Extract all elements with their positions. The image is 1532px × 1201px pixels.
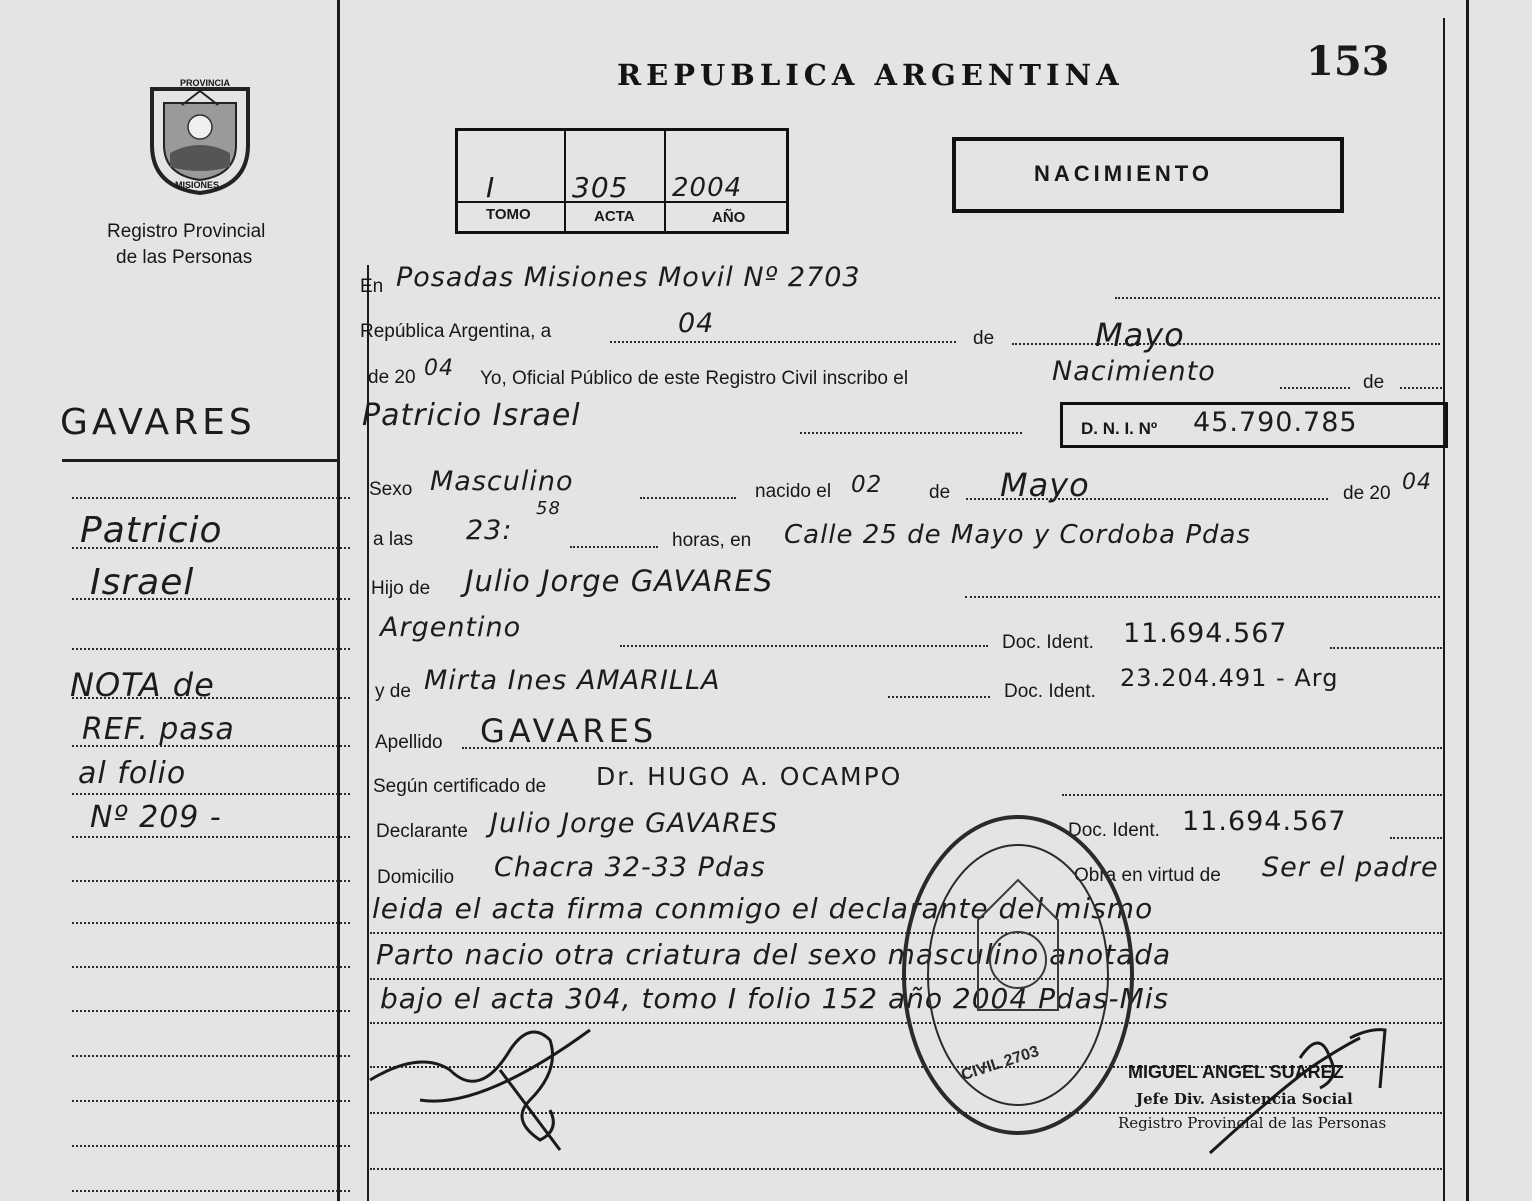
official-organization: Registro Provincial de las Personas [1118,1114,1387,1132]
margin-surname: GAVARES [60,402,256,443]
republica-label: República Argentina, a [360,321,552,342]
margin-line [72,1100,350,1102]
y-de-label: y de [375,681,411,702]
dni-box [1060,402,1448,448]
apellido-label: Apellido [375,732,443,753]
de-label-2: de [1363,372,1385,393]
margin-line [72,922,350,924]
hour-line [570,546,658,548]
margin-line [72,648,350,650]
nacido-label: nacido el [755,481,832,502]
declarante-doc-label: Doc. Ident. [1068,820,1160,841]
page-number: 153 [1306,38,1390,85]
margin-line [72,598,350,600]
ano-label: AÑO [712,209,746,226]
tomo-value: I [486,171,496,204]
sexo-label: Sexo [369,479,413,500]
dni-value: 45.790.785 [1193,407,1358,438]
document-type-label: NACIMIENTO [1034,161,1213,186]
registration-statement: Yo, Oficial Público de este Registro Civil inscribo el [480,368,909,389]
mother-line [888,696,990,698]
birth-year-suffix-value: 04 [1402,470,1432,495]
birth-de-label: de [929,482,951,503]
margin-line [72,745,350,747]
place-value: Posadas Misiones Movil Nº 2703 [396,262,861,293]
declarante-label: Declarante [376,821,468,842]
birth-place-value: Calle 25 de Mayo y Cordoba Pdas [784,520,1252,550]
father-line [965,596,1440,598]
act-kind-value: Nacimiento [1052,356,1216,387]
a-las-label: a las [373,529,414,550]
declarant-signature [360,1010,620,1160]
official-name: MIGUEL ANGEL SUAREZ [1128,1062,1344,1082]
month-value: Mayo [1095,316,1185,354]
place-line [1115,297,1440,299]
obra-label: Obra en virtud de [1074,865,1221,886]
mother-doc-value: 23.204.491 - Arg [1120,664,1339,692]
seal-top-text: PROVINCIA [180,78,231,88]
father-nationality-line [620,645,988,647]
horas-label: horas, en [672,530,752,551]
domicilio-label: Domicilio [377,867,455,888]
province-seal-logo [142,75,258,197]
tomo-label: TOMO [486,206,531,223]
declarante-doc-value: 11.694.567 [1182,806,1347,837]
en-label: En [360,276,384,297]
father-doc-label: Doc. Ident. [1002,632,1094,653]
margin-note-line4: Nº 209 - [90,800,222,835]
stamp-inner-text: CIVIL 2703 [959,1042,1042,1085]
margin-line [72,1055,350,1057]
child-name-line [800,432,1022,434]
mother-value: Mirta Ines AMARILLA [424,665,721,696]
margin-line [72,1145,350,1147]
declarante-value: Julio Jorge GAVARES [490,808,779,839]
father-value: Julio Jorge GAVARES [465,564,774,598]
ano-value: 2004 [672,173,743,203]
margin-note-line2: REF. pasa [82,712,235,747]
day-line [610,341,956,343]
margin-surname-underline [62,459,338,462]
margin-second-name: Israel [90,562,195,603]
acta-value: 305 [572,171,629,204]
registry-name-line2: de las Personas [116,247,253,268]
record-number-box [455,128,789,234]
declarante-doc-line [1390,837,1442,839]
margin-line [72,1010,350,1012]
margin-line [72,497,350,499]
day-value: 04 [678,308,715,339]
certificado-label: Según certificado de [373,776,547,797]
margin-line [72,880,350,882]
month-line [1012,343,1440,345]
father-doc-value: 11.694.567 [1123,618,1288,649]
content-right-rule [1443,18,1445,1201]
right-vertical-rule [1466,0,1469,1201]
birth-year-prefix: de 20 [1343,483,1391,504]
margin-line [72,547,350,549]
observations-line3: bajo el acta 304, tomo I folio 152 año 2004 Pdas-Mis [380,982,1170,1015]
year-suffix-value: 04 [424,356,454,381]
document-type-box [952,137,1344,213]
margin-first-name: Patricio [80,510,223,551]
official-round-stamp [898,810,1138,1140]
act-kind-line [1280,387,1350,389]
obra-value: Ser el padre [1262,852,1439,883]
year-prefix: de 20 [368,367,416,388]
apellido-line [462,747,1442,749]
observations-line1: leida el acta firma conmigo el declarante del mismo [372,892,1154,925]
margin-line [72,836,350,838]
official-signature [1200,1018,1400,1158]
domicilio-value: Chacra 32-33 Pdas [494,852,766,883]
dni-label: D. N. I. Nº [1081,419,1158,438]
margin-note-line3: al folio [78,756,187,791]
registry-name-line1: Registro Provincial [107,221,266,242]
margin-line [72,966,350,968]
margin-note-line1: NOTA de [70,666,215,704]
de-line-2 [1400,387,1442,389]
birth-day-value: 02 [851,472,883,498]
observations-line2: Parto nacio otra criatura del sexo masculino anotada [376,938,1172,971]
minute-value: 58 [536,498,561,519]
father-doc-line [1330,647,1442,649]
sexo-value: Masculino [430,466,574,497]
apellido-value: GAVARES [480,712,658,750]
seal-bottom-text: MISIONES [175,180,220,190]
birth-month-value: Mayo [1000,466,1090,504]
margin-line [72,1190,350,1192]
de-label: de [973,328,995,349]
official-title: Jefe Div. Asistencia Social [1136,1090,1353,1108]
margin-line [72,697,350,699]
certificado-value: Dr. HUGO A. OCAMPO [596,762,903,791]
margin-line [72,793,350,795]
country-title: REPUBLICA ARGENTINA [617,58,1124,92]
father-nationality-value: Argentino [380,612,522,643]
left-vertical-rule [337,0,340,1201]
sexo-line [640,497,736,499]
certificado-line [1062,794,1442,796]
hijo-label: Hijo de [371,578,431,599]
mother-doc-label: Doc. Ident. [1004,681,1096,702]
hour-value: 23: [466,515,513,546]
observations-rule6 [370,1168,1442,1170]
acta-label: ACTA [594,208,635,225]
child-name-value: Patricio Israel [362,398,581,433]
